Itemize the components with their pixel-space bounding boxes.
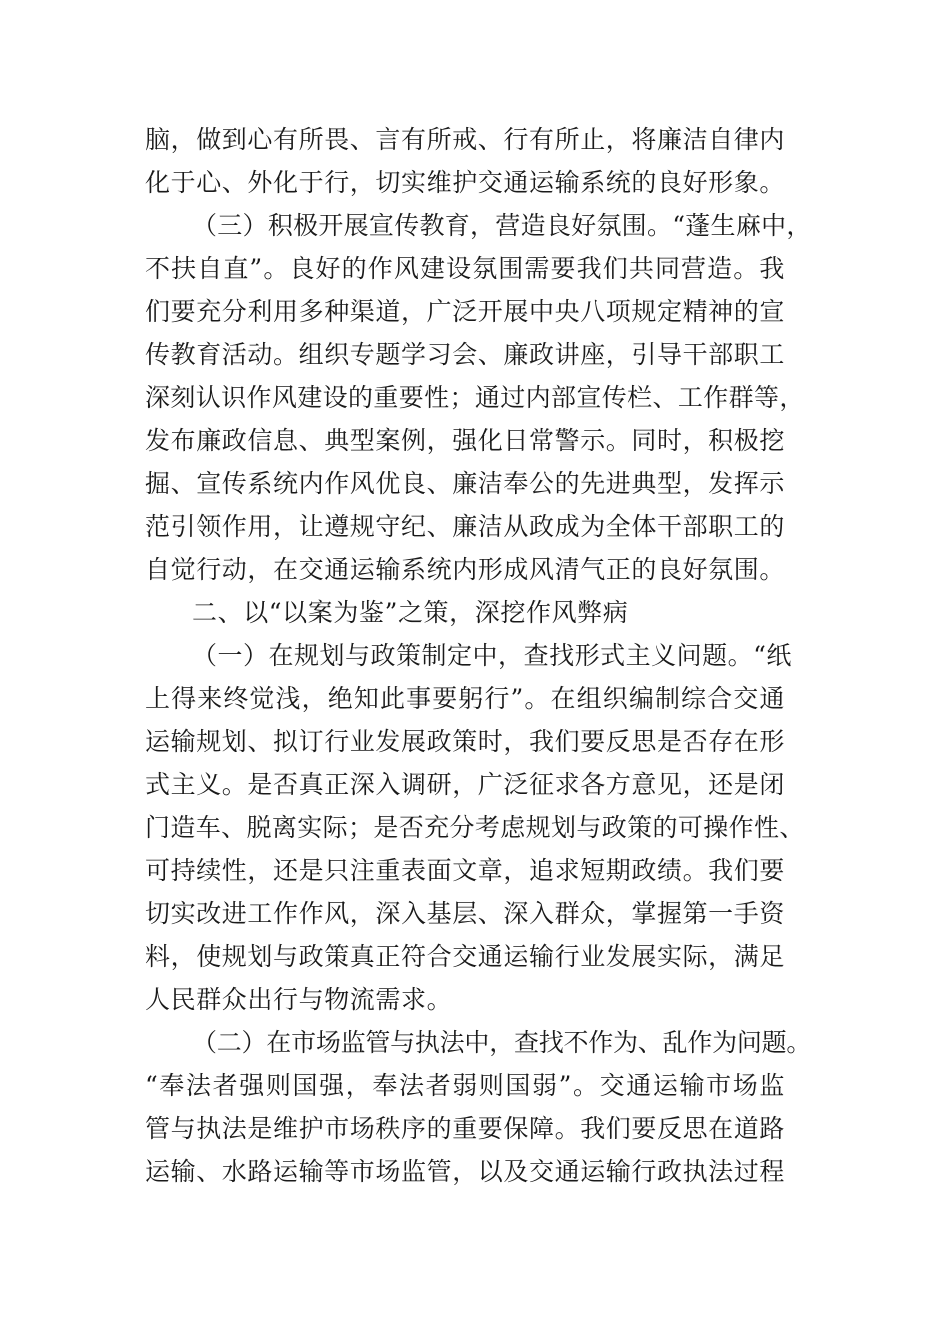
text-line-6: 传教育活动。组织专题学习会、廉政讲座，引导干部职工: [145, 340, 785, 369]
text-line-18: 可持续性，还是只注重表面文章，追求短期政绩。我们要: [145, 856, 785, 885]
text-line-11: 自觉行动，在交通运输系统内形成风清气正的良好氛围。: [145, 555, 785, 584]
text-line-25: 运输、水路运输等市场监管，以及交通运输行政执法过程: [145, 1157, 785, 1186]
text-line-10: 范引领作用，让遵规守纪、廉洁从政成为全体干部职工的: [145, 512, 785, 541]
text-line-15: 运输规划、拟订行业发展政策时，我们要反思是否存在形: [145, 727, 785, 756]
text-line-21: 人民群众出行与物流需求。: [145, 985, 453, 1014]
text-line-8: 发布廉政信息、典型案例，强化日常警示。同时，积极挖: [145, 426, 785, 455]
text-line-19: 切实改进工作作风，深入基层、深入群众，掌握第一手资: [145, 899, 785, 928]
text-line-20: 料，使规划与政策真正符合交通运输行业发展实际，满足: [145, 942, 785, 971]
text-line-7: 深刻认识作风建设的重要性；通过内部宣传栏、工作群等，: [145, 383, 805, 412]
section-heading-2: 二、以“以案为鉴”之策，深挖作风弊病: [192, 598, 629, 627]
text-line-2: 化于心、外化于行，切实维护交通运输系统的良好形象。: [145, 168, 785, 197]
text-line-1: 脑，做到心有所畏、言有所戒、行有所止，将廉洁自律内: [145, 125, 785, 154]
paragraph-heading-1: （一）在规划与政策制定中，查找形式主义问题。“纸: [192, 641, 792, 670]
text-line-4: 不扶自直”。良好的作风建设氛围需要我们共同营造。我: [145, 254, 786, 283]
text-line-17: 门造车、脱离实际；是否充分考虑规划与政策的可操作性、: [145, 813, 805, 842]
text-line-5: 们要充分利用多种渠道，广泛开展中央八项规定精神的宣: [145, 297, 785, 326]
text-line-23: “奉法者强则国强，奉法者弱则国弱”。交通运输市场监: [145, 1071, 787, 1100]
text-line-14: 上得来终觉浅，绝知此事要躬行”。在组织编制综合交通: [145, 684, 786, 713]
text-line-24: 管与执法是维护市场秩序的重要保障。我们要反思在道路: [145, 1114, 785, 1143]
paragraph-heading-2: （二）在市场监管与执法中，查找不作为、乱作为问题。: [192, 1028, 812, 1057]
text-line-9: 掘、宣传系统内作风优良、廉洁奉公的先进典型，发挥示: [145, 469, 785, 498]
text-line-16: 式主义。是否真正深入调研，广泛征求各方意见，还是闭: [145, 770, 785, 799]
paragraph-heading-3: （三）积极开展宣传教育，营造良好氛围。“蓬生麻中，: [192, 211, 812, 240]
